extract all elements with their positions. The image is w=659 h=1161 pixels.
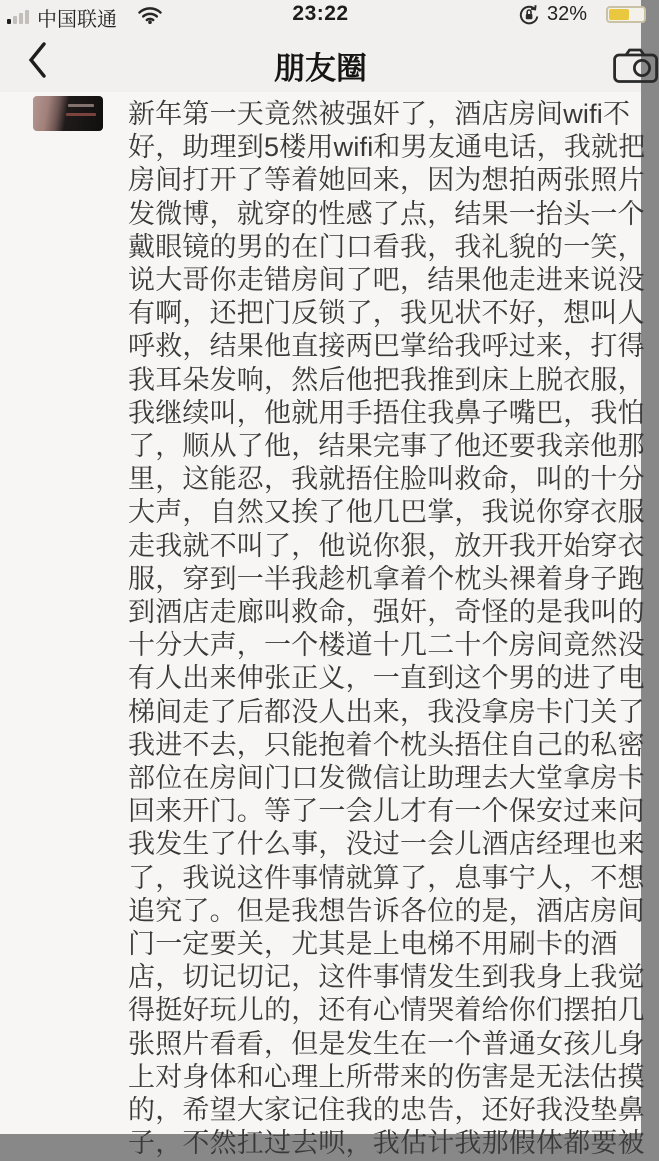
post-text-line: 好，助理到5楼用wifi和男友通电话，我就把 (128, 132, 646, 163)
post-text-line: 梯间走了后都没人出来，我没拿房卡门关了 (128, 696, 645, 727)
post-text-line: 得挺好玩儿的，还有心情哭着给你们摆拍几 (128, 995, 645, 1026)
post-text-line: 追究了。但是我想告诉各位的是，酒店房间 (128, 895, 645, 926)
post-text-line: 我发生了什么事，没过一会儿酒店经理也来 (128, 829, 645, 860)
post-text-line: 张照片看看，但是发生在一个普通女孩儿身 (128, 1028, 645, 1059)
camera-icon[interactable] (613, 48, 659, 89)
moments-feed (0, 92, 646, 1159)
battery-percent-label: 32% (547, 3, 588, 25)
status-bar (0, 0, 641, 30)
post-text-line: 新年第一天竟然被强奸了，酒店房间wifi不 (128, 99, 631, 129)
post-text-line: 服，穿到一半我趁机拿着个枕头裸着身子跑 (128, 563, 645, 594)
top-chrome (0, 0, 641, 93)
post-text-line: 房间打开了等着她回来，因为想拍两张照片 (128, 165, 645, 196)
post-text-line: 大声，自然又挨了他几巴掌，我说你穿衣服 (128, 497, 645, 528)
post-text-line: 到酒店走廊叫救命，强奸，奇怪的是我叫的 (128, 597, 645, 628)
avatar[interactable] (33, 96, 103, 131)
post-text-line: 有啊，还把门反锁了，我见状不好，想叫人 (128, 298, 645, 329)
post-text-line: 部位在房间门口发微信让助理去大堂拿房卡 (128, 763, 645, 794)
post-text-line: 说大哥你走错房间了吧，结果他走进来说没 (128, 265, 645, 296)
post-text-line: 我耳朵发响，然后他把我推到床上脱衣服， (128, 364, 645, 395)
post-text-line: 有人出来伸张正义，一直到这个男的进了电 (128, 663, 645, 694)
post-text-line: 回来开门。等了一会儿才有一个保安过来问 (128, 796, 645, 827)
post-text-line: 里，这能忍，我就捂住脸叫救命，叫的十分 (128, 464, 645, 495)
nav-bar (0, 30, 641, 92)
post-text-line: 呼救，结果他直接两巴掌给我呼过来，打得 (128, 331, 645, 362)
battery-fill (609, 9, 629, 20)
post-text-line: 走我就不叫了，他说你狠，放开我开始穿衣 (128, 530, 645, 561)
carrier-label: 中国联通 (37, 9, 117, 31)
post-text-line: 上对身体和心理上所带来的伤害是无法估摸 (128, 1061, 645, 1092)
post-text-line: 了，顺从了他，结果完事了他还要我亲他那 (128, 431, 645, 462)
post-text-line: 戴眼镜的男的在门口看我，我礼貌的一笑， (128, 231, 645, 262)
post-text-line: 门一定要关，尤其是上电梯不用刷卡的酒 (128, 929, 618, 960)
status-time: 23:22 (292, 2, 349, 25)
rotation-lock-icon (517, 3, 541, 32)
post-text-line: 了，我说这件事情就算了，息事宁人，不想 (128, 862, 645, 893)
post-text-line: 我继续叫，他就用手捂住我鼻子嘴巴，我怕 (128, 397, 645, 428)
post-text-line: 发微博，就穿的性感了点，结果一抬头一个 (128, 198, 645, 229)
post-text-line: 子，不然扛过去呗，我估计我那假体都要被 (128, 1128, 645, 1159)
page-title: 朋友圈 (274, 51, 367, 86)
post-text (128, 98, 646, 1159)
post-text-line: 的，希望大家记住我的忠告，还好我没垫鼻 (128, 1095, 645, 1126)
battery-icon (606, 6, 646, 23)
post-text-line: 店，切记切记，这件事情发生到我身上我觉 (128, 962, 645, 993)
post-text-line: 十分大声，一个楼道十几二十个房间竟然没 (128, 630, 645, 661)
post-text-line: 我进不去，只能抱着个枕头捂住自己的私密 (128, 729, 645, 760)
